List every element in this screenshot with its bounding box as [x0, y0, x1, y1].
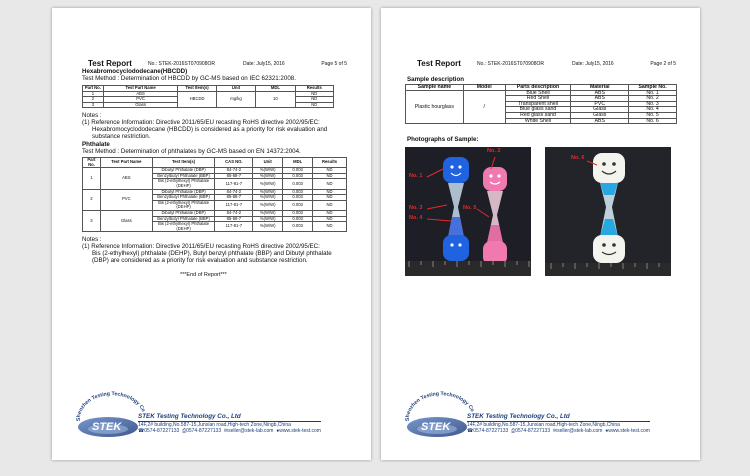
report-page-5 [52, 8, 371, 460]
sample-photo-1 [405, 147, 531, 276]
test-item: Bis (2-ethylhexyl) Phthalate (DEHP) [152, 200, 215, 210]
result: ND [313, 168, 347, 174]
fax-icon: ⎙ [182, 428, 187, 434]
tel: 0574-87227133 [473, 428, 509, 434]
hbcdd-table [82, 85, 334, 108]
hbcdd-method: Test Method : Determination of HBCDD by GC-MS based on IEC 62321:2008. [82, 75, 296, 82]
cas-no: 84-74-2 [215, 210, 253, 216]
company-address: 14F,2# building,No.587-15,Junxian road,High-tech Zone,Ningb,China [138, 422, 291, 428]
hbcdd-note-line: Hexabromocyclododecane (HBCDD) is considered as a priority for risk evaluation and [92, 126, 328, 133]
col-header: Sample No. [629, 85, 677, 91]
unit: %(W/W) [253, 173, 283, 179]
cas-no: 117-81-7 [215, 222, 253, 232]
report-number: No.: STEK-2016ST070908OR [148, 61, 215, 67]
label-no6: No. 6 [571, 155, 585, 161]
col-header: Test Item(s) [178, 86, 216, 92]
result: ND [313, 189, 347, 195]
test-item: Dibutyl Phthalate (DBP) [152, 210, 215, 216]
result: ND [313, 195, 347, 201]
part-no: 3 [83, 210, 101, 231]
part-name: ABS [100, 168, 152, 189]
label-no1: No. 1 [409, 173, 423, 179]
hbcdd-notes-label: Notes : [82, 112, 102, 119]
report-title: Test Report [417, 59, 461, 68]
part-description: White Shell [505, 118, 571, 124]
part-description: Blue Shell [505, 90, 571, 96]
mdl: 0.003 [283, 173, 313, 179]
col-header: Test Part Name [100, 158, 152, 168]
unit: %(W/W) [253, 179, 283, 189]
email: seller@stek-lab.com [228, 428, 274, 434]
unit: %(W/W) [253, 168, 283, 174]
col-header: Results [295, 86, 333, 92]
material: Glass [571, 112, 629, 118]
phthalate-notes-label: Notes : [82, 236, 102, 243]
hbcdd-note-line: substance restriction. [92, 133, 151, 140]
part-no: 1 [83, 168, 101, 189]
part-name: Glass [100, 210, 152, 231]
result: ND [295, 102, 333, 108]
material: ABS [571, 118, 629, 124]
sample-no: No. 5 [629, 112, 677, 118]
col-header: Material [571, 85, 629, 91]
report-date: Date: July15, 2016 [572, 61, 614, 67]
unit: %(W/W) [253, 210, 283, 216]
sample-no: No. 6 [629, 118, 677, 124]
phthalate-title: Phthalate [82, 141, 110, 148]
part-description: Red glass sand [505, 112, 571, 118]
report-date: Date: July15, 2016 [243, 61, 285, 67]
part-description: Transparent shell [505, 101, 571, 107]
sample-no: No. 2 [629, 96, 677, 102]
company-name: STEK Testing Technology Co., Ltd [138, 413, 241, 420]
logo-arc-text: Shenzhen Testing Technology Co [75, 391, 147, 422]
unit: %(W/W) [253, 222, 283, 232]
website: www.stek-test.com [279, 428, 321, 434]
logo-text: STEK [421, 421, 451, 433]
website: www.stek-test.com [608, 428, 650, 434]
material: ABS [571, 96, 629, 102]
result: ND [295, 91, 333, 97]
hourglass-photo-right [545, 147, 671, 276]
result: ND [313, 216, 347, 222]
photographs-title: Photographs of Sample: [407, 136, 479, 143]
sample-table [405, 84, 677, 124]
material: PVC [571, 101, 629, 107]
col-header: Test Part Name [103, 86, 178, 92]
page-number: Page 5 of 5 [321, 61, 347, 67]
result: ND [313, 210, 347, 216]
logo-text: STEK [92, 421, 122, 433]
test-item: Benzylbutyl Phthalate (BBP) [152, 173, 215, 179]
company-name: STEK Testing Technology Co., Ltd [467, 413, 570, 420]
page-number: Page 2 of 5 [650, 61, 676, 67]
cas-no: 117-81-7 [215, 179, 253, 189]
model: / [463, 90, 505, 124]
sample-photo-2 [545, 147, 671, 276]
part-description: Blue glass sand [505, 107, 571, 113]
page-header [417, 60, 682, 70]
company-address: 14F,2# building,No.587-15,Junxian road,High-tech Zone,Ningb,China [467, 422, 620, 428]
company-footer [138, 414, 321, 434]
fax: 0574-87227133 [515, 428, 551, 434]
part-name: ABS [103, 91, 178, 97]
col-header: Test Item(s) [152, 158, 215, 168]
col-header: Part No. [83, 158, 101, 168]
result: ND [313, 173, 347, 179]
col-header: MDL [256, 86, 295, 92]
email-icon: ✉ [552, 428, 558, 434]
cas-no: 84-74-2 [215, 189, 253, 195]
mdl: 0.003 [283, 179, 313, 189]
label-no5: No. 5 [463, 205, 477, 211]
sample-description-title: Sample description [407, 76, 465, 83]
part-name: Glass [103, 102, 178, 108]
cas-no: 85-68-7 [215, 216, 253, 222]
part-name: PVC [103, 97, 178, 103]
result: ND [295, 97, 333, 103]
result: ND [313, 222, 347, 232]
phthalate-table [82, 157, 347, 232]
part-no: 3 [83, 102, 104, 108]
part-no: 2 [83, 97, 104, 103]
part-no: 2 [83, 189, 101, 210]
phthalate-note-line: (1) Reference Information: Directive 2011/65/EU recasting RoHS directive 2002/95/EC: [82, 243, 320, 250]
cas-no: 85-68-7 [215, 173, 253, 179]
label-no2: No. 2 [487, 148, 501, 154]
phthalate-note-line: (DBP) are considered as a priority for risk evaluation and substance restriction. [92, 257, 308, 264]
unit: %(W/W) [253, 200, 283, 210]
result: ND [313, 200, 347, 210]
unit: %(W/W) [253, 195, 283, 201]
email: seller@stek-lab.com [557, 428, 603, 434]
mdl: 0.003 [283, 216, 313, 222]
tel: 0574-87227133 [144, 428, 180, 434]
test-item: Bis (2-ethylhexyl) Phthalate (DEHP) [152, 222, 215, 232]
hbcdd-note-line: (1) Reference Information: Directive 2011/65/EU recasting RoHS directive 2002/95/EC: [82, 119, 320, 126]
sample-no: No. 1 [629, 90, 677, 96]
result: ND [313, 179, 347, 189]
col-header: Unit [216, 86, 255, 92]
report-title: Test Report [88, 59, 132, 68]
col-header: Sample name [406, 85, 464, 91]
end-of-report: ***End of Report*** [180, 272, 227, 278]
part-no: 1 [83, 91, 104, 97]
web-icon: ● [605, 428, 609, 434]
test-item: Dibutyl Phthalate (DBP) [152, 189, 215, 195]
sample-no: No. 3 [629, 101, 677, 107]
test-item: HBCDD [178, 91, 216, 108]
sample-no: No. 4 [629, 107, 677, 113]
unit: mg/kg [216, 91, 255, 108]
material: Glass [571, 107, 629, 113]
label-no4: No. 4 [409, 215, 423, 221]
phthalate-note-line: Bis (2-ethylhexyl) phthalate (DEHP), Butyl benzyl phthalate (BBP) and Dibutyl phthalate [92, 250, 332, 257]
mdl: 0.003 [283, 195, 313, 201]
mdl: 0.003 [283, 168, 313, 174]
phone-icon: ☎ [138, 428, 145, 434]
part-description: Red Shell [505, 96, 571, 102]
mdl: 0.003 [283, 200, 313, 210]
col-header: CAS NO. [215, 158, 253, 168]
mdl: 0.003 [283, 189, 313, 195]
material: ABS [571, 90, 629, 96]
mdl: 0.003 [283, 210, 313, 216]
cas-no: 85-68-7 [215, 195, 253, 201]
email-icon: ✉ [223, 428, 229, 434]
company-footer [467, 414, 650, 434]
col-header: Unit [253, 158, 283, 168]
test-item: Benzylbutyl Phthalate (BBP) [152, 195, 215, 201]
mdl: 0.003 [283, 222, 313, 232]
col-header: Results [313, 158, 347, 168]
col-header: MDL [283, 158, 313, 168]
test-item: Benzylbutyl Phthalate (BBP) [152, 216, 215, 222]
sample-name: Plastic hourglass [406, 90, 464, 124]
part-name: PVC [100, 189, 152, 210]
fax-icon: ⎙ [511, 428, 516, 434]
col-header: Model [463, 85, 505, 91]
col-header: Part No. [83, 86, 104, 92]
fax: 0574-87227133 [186, 428, 222, 434]
unit: %(W/W) [253, 189, 283, 195]
cas-no: 84-74-2 [215, 168, 253, 174]
phthalate-method: Test Method : Determination of phthalates by GC-MS based on EN 14372:2004. [82, 148, 301, 155]
web-icon: ● [276, 428, 280, 434]
cas-no: 117-81-7 [215, 200, 253, 210]
unit: %(W/W) [253, 216, 283, 222]
logo-arc-text: Shenzhen Testing Technology Co [404, 391, 476, 422]
test-item: Dibutyl Phthalate (DBP) [152, 168, 215, 174]
col-header: Parts description [505, 85, 571, 91]
label-no3: No. 3 [409, 205, 423, 211]
report-number: No.: STEK-2016ST070908OR [477, 61, 544, 67]
report-page-2 [381, 8, 700, 460]
mdl: 10 [256, 91, 295, 108]
test-item: Bis (2-ethylhexyl) Phthalate (DEHP) [152, 179, 215, 189]
hbcdd-title: Hexabromocyclododecane(HBCDD) [82, 68, 188, 75]
hourglass-photo-left [405, 147, 531, 276]
phone-icon: ☎ [467, 428, 474, 434]
